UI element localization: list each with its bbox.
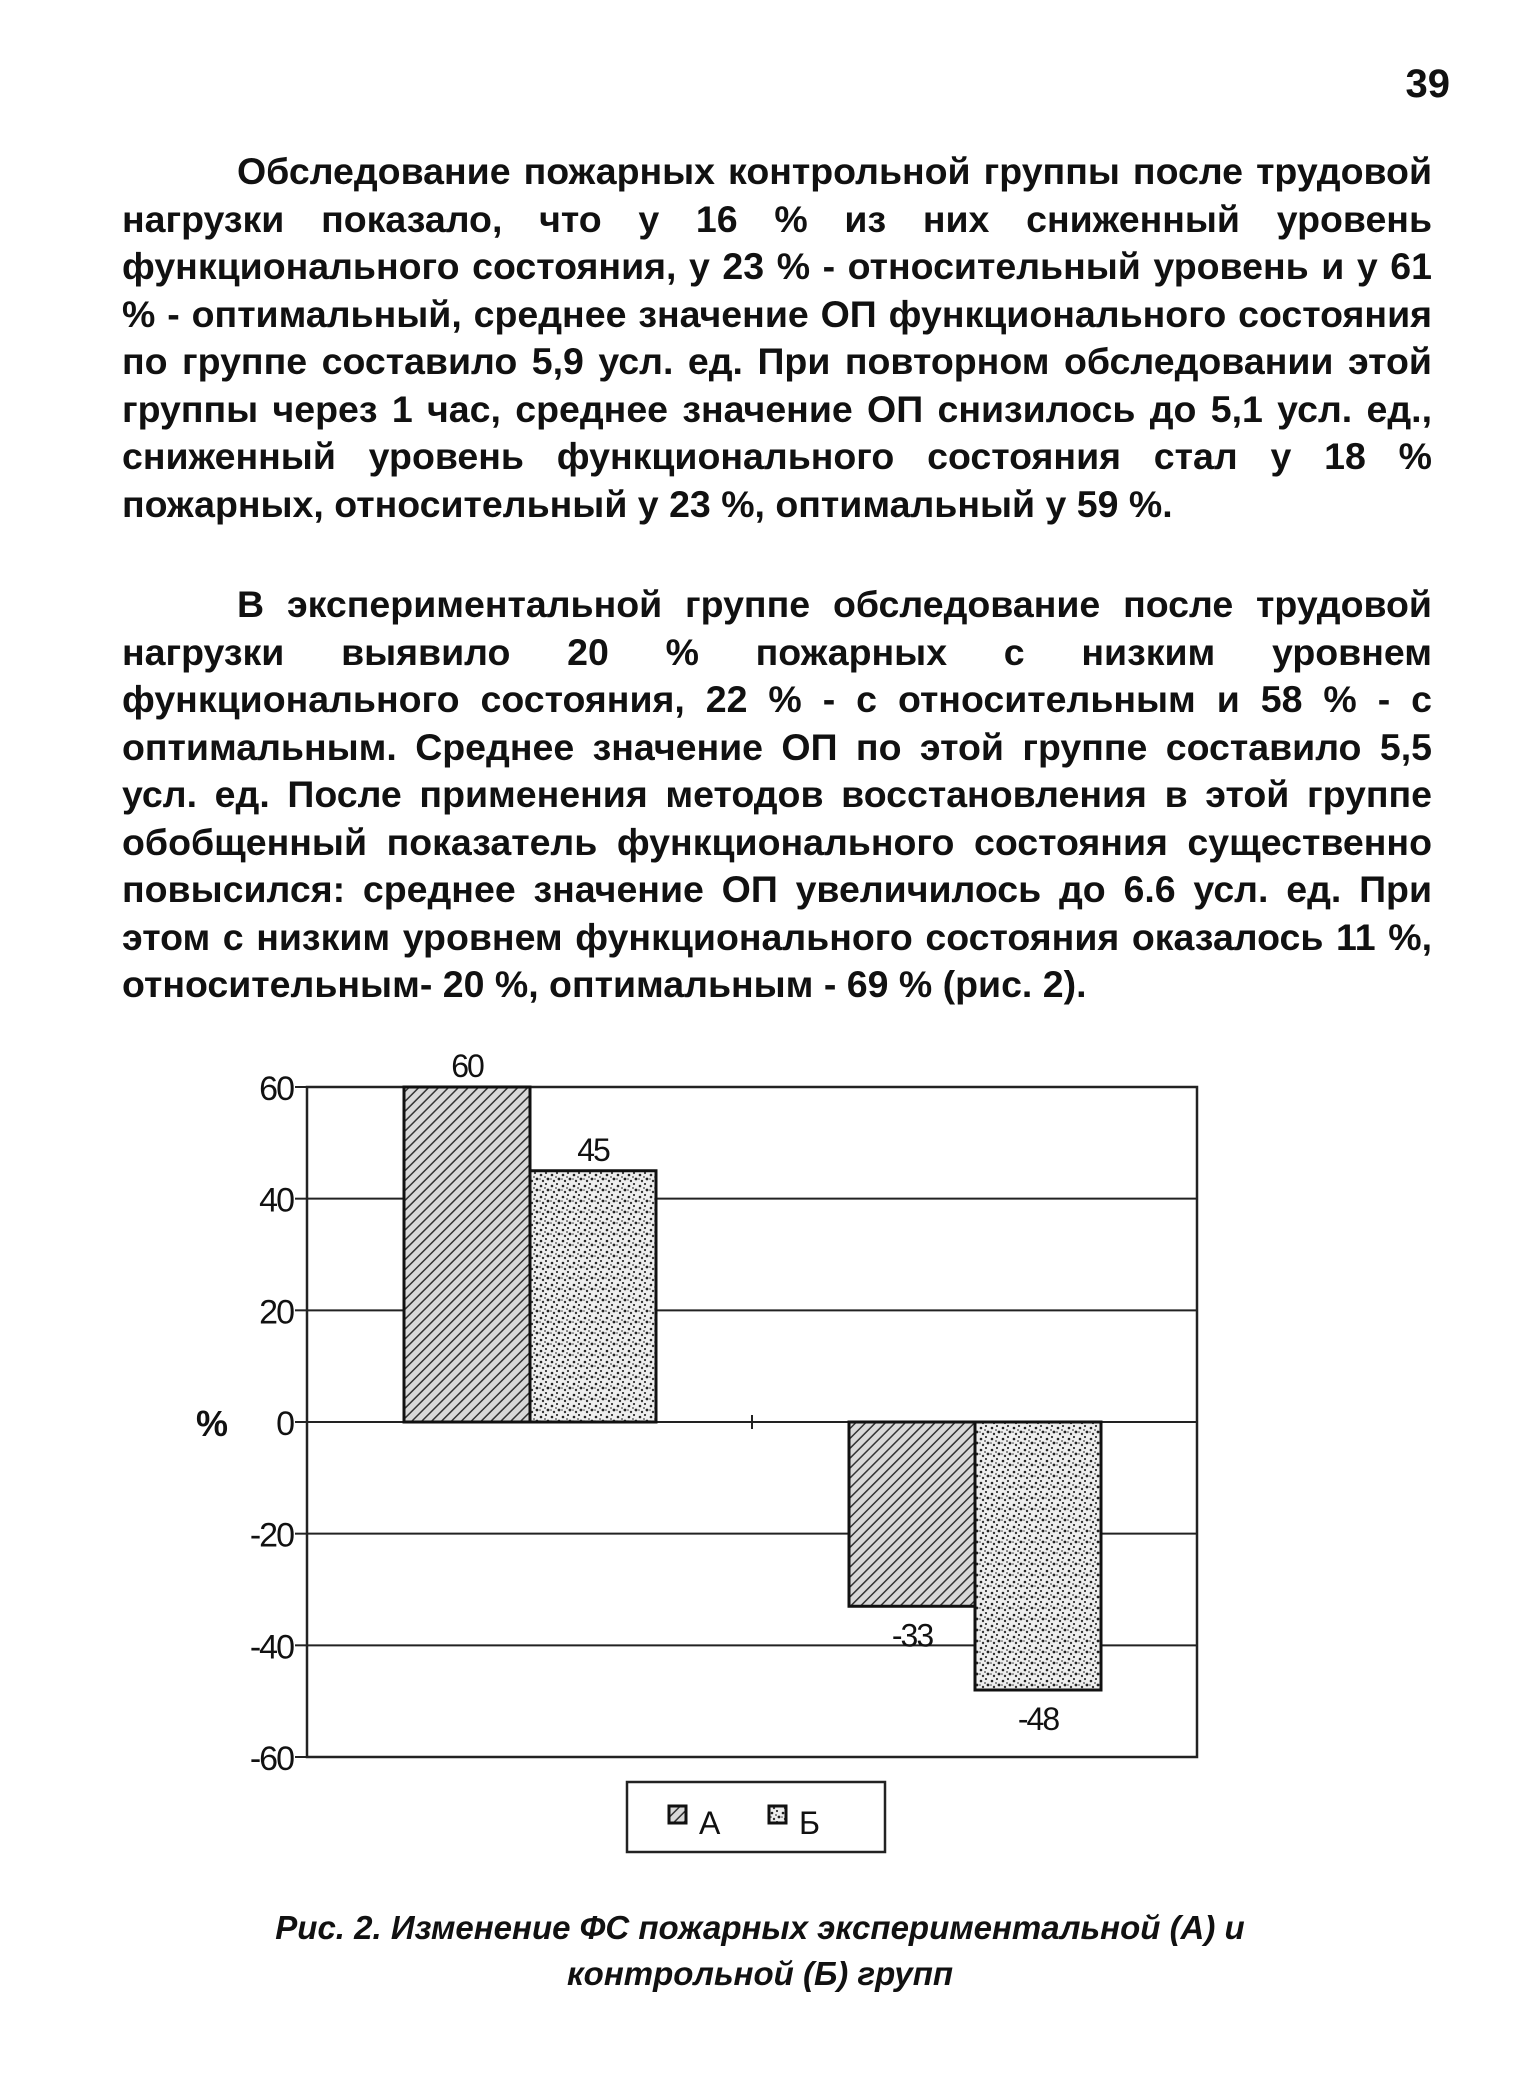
bar <box>975 1422 1101 1690</box>
y-tick-label: 0 <box>276 1405 293 1443</box>
legend-label: Б <box>799 1805 820 1841</box>
data-label: 45 <box>577 1131 609 1168</box>
legend-swatch <box>669 1806 686 1823</box>
y-tick-label: 60 <box>259 1070 293 1108</box>
y-tick-label: 20 <box>259 1293 293 1332</box>
page-number: 39 <box>1405 62 1450 106</box>
caption-line-1: Рис. 2. Изменение ФС пожарных экспериментальной (А) и <box>275 1909 1245 1946</box>
legend <box>627 1782 885 1852</box>
y-tick-label: -20 <box>249 1516 293 1555</box>
data-label: -33 <box>891 1617 933 1654</box>
bar <box>849 1422 975 1606</box>
bar <box>530 1171 656 1422</box>
legend-label: А <box>699 1805 721 1841</box>
y-tick-label: -60 <box>249 1740 293 1778</box>
figure-caption <box>150 1905 1370 1997</box>
caption-line-2: контрольной (Б) групп <box>566 1955 954 1992</box>
paragraph-1: Обследование пожарных контрольной группы после трудовой нагрузки показало, что у 16 % из них сниженный уровень функционального состояния, у 23 % - относительный уровень и у 61 % - оптимальный, среднее значение ОП функционального состояния по группе составило 5,9 усл. ед. При повторном обследовании этой группы через 1 час, среднее значение ОП снизилось до 5,1 усл. ед., сниженный уровень функционального состояния стал у 18 % пожарных, относительный у 23 %, оптимальный у 59 %. <box>122 150 1432 525</box>
legend-swatch <box>769 1806 786 1823</box>
legend-box <box>627 1782 885 1852</box>
y-tick-label: -40 <box>249 1628 293 1667</box>
y-tick-label: 40 <box>259 1181 293 1220</box>
data-label: 60 <box>451 1048 483 1084</box>
paragraph-2: В экспериментальной группе обследование после трудовой нагрузки выявило 20 % пожарных с низким уровнем функционального состояния, 22 % - с относительным и 58 % - с оптимальным. Среднее значение ОП по этой группе составило 5,5 усл. ед. После применения методов восстановления в этой группе обобщенный показатель функционального состояния существенно повысился: среднее значение ОП увеличилось до 6.6 усл. ед. При этом с низким уровнем функционального состояния оказалось 11 %, относительным- 20 %, оптимальным - 69 % (рис. 2). <box>122 583 1432 1005</box>
bar <box>404 1087 530 1422</box>
y-axis-label: % <box>196 1403 229 1444</box>
bar-chart <box>0 1040 1521 1870</box>
data-label: -48 <box>1017 1701 1059 1737</box>
